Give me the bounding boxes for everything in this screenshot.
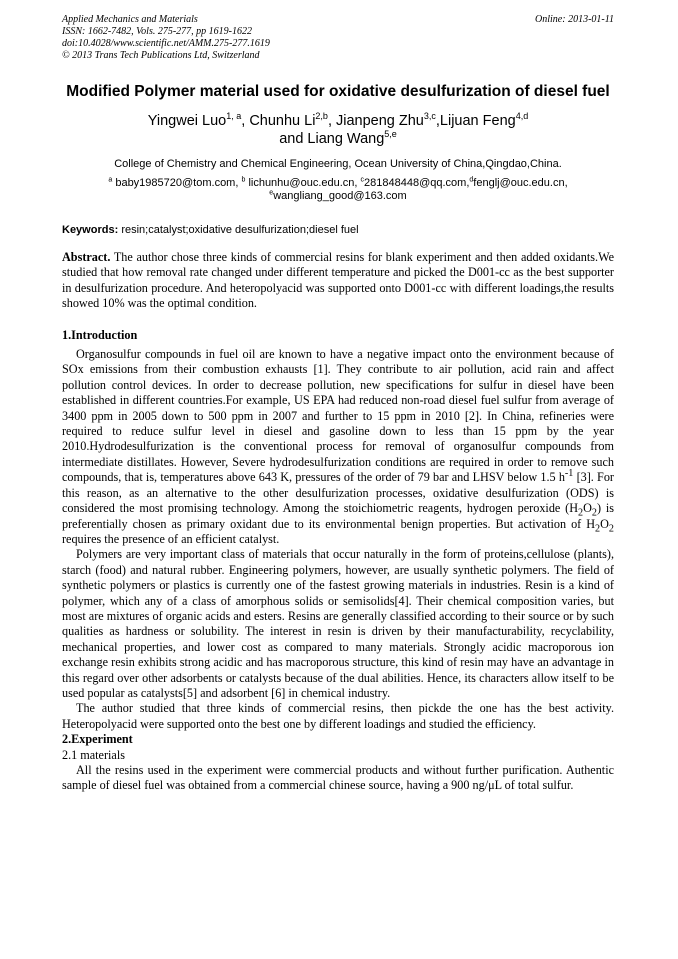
text-run: O: [600, 516, 609, 531]
abstract-text: The author chose three kinds of commercial resins for blank experiment and then added oxidants.We studied that how removal rate changed under different temperature and picked the D001-cc as the best supporter in desulfurization procedure. And heteropolyacid was supported onto D001-cc with different loadings,the results showed 10% was the optimal condition.: [62, 250, 614, 311]
author-sup: 5,e: [384, 129, 397, 140]
intro-paragraph-1: [62, 347, 614, 547]
subscript: 2: [608, 522, 614, 534]
email-address[interactable]: lichunhu@ouc.edu.cn,: [248, 177, 358, 189]
subscript: 2: [578, 507, 584, 519]
keywords-label: Keywords:: [62, 224, 119, 236]
intro-paragraph-3: The author studied that three kinds of commercial resins, then pickde the one has the best activity. Heteropolyacid were supported onto the best one by different loadings and studied the efficiency.: [62, 701, 614, 731]
abstract: [62, 250, 614, 312]
author-sup: 3,c: [423, 111, 436, 122]
author-name: Chunhu Li: [249, 113, 316, 129]
issn-line: ISSN: 1662-7482, Vols. 275-277, pp 1619-1622: [62, 26, 252, 37]
superscript: -1: [564, 468, 574, 480]
keywords: [62, 223, 614, 237]
email-list: [62, 177, 614, 203]
author-sup: 1, a: [226, 111, 242, 122]
copyright-line: © 2013 Trans Tech Publications Ltd, Switzerland: [62, 50, 260, 61]
email-address[interactable]: fenglj@ouc.edu.cn,: [473, 177, 568, 189]
author-sup: 4,d: [515, 111, 529, 122]
text-run: O: [583, 501, 592, 516]
intro-paragraph-2: Polymers are very important class of materials that occur naturally in the form of proteins,cellulose (plants), starch (food) and natural rubber. Engineering polymers, however, are usually synthetic polymers. The field of synthetic polymers or plastics is currently one of the fastest growing materials in industries. Resin is a kind of polymer, which any of a class of amorphous solids or semisolids[4]. Their chemical composition varies, but most are mixtures of organic acids and esters. Resins are generally classified according to their source or by such qualities as hardness or solubility. The interest in resin is driven by their manufacturability, recyclability, mechanical properties, and lower cost as compared to many materials. Strongly acidic macroporous ion exchange resin exhibits strong acidic and has macroporous structure, this kind of resin may have an advantage in this regard over other adsorbents or catalysts because of the dual abilities. Hence, its characters allow itself to be used popular as catalysts[5] and adsorbent [6] in chemical industry.: [62, 547, 614, 700]
online-date: Online: 2013-01-11: [535, 14, 614, 25]
paper-title: Modified Polymer material used for oxidative desulfurization of diesel fuel: [66, 83, 610, 100]
author-name: Lijuan Feng: [439, 113, 516, 129]
author-name: Jianpeng Zhu: [336, 113, 424, 129]
experiment-paragraph-1: All the resins used in the experiment were commercial products and without further purification. Authentic sample of diesel fuel was obtained from a commercial chinese source, having a 900 ng/μL of total sulfur.: [62, 763, 614, 793]
author-name: Yingwei Luo: [147, 113, 227, 129]
text-run: [3]. For this reason, as an alternative to the other desulfurization processes, oxidative desulfurization (ODS) is considered the most promising technology. Among the stoichiometric reagents, hydrogen peroxide (H: [62, 470, 614, 516]
abstract-label: Abstract.: [62, 250, 111, 264]
email-sup: d: [469, 176, 474, 184]
subscript: 2: [591, 507, 597, 519]
text-run: Organosulfur compounds in fuel oil are known to have a negative impact onto the environment because of SOx emissions from their combustion exhausts [1]. They contribute to air pollution, acid rain and affect pollution control devices. In order to decrease pollution, new specifications for sulfur in diesel have been established in different countries.For example, US EPA had reduced non-road diesel fuel sulfur from average of 3400 ppm in 2005 down to 500 ppm in 2007 and further to 15 ppm in 2010 [2]. In China, refineries were required to reduce sulfur level in diesel and gasoline down to less than 15 ppm by the year 2010.Hydrodesulfurization is the conventional process for removal of organosulfur compounds from intermediate distillates. However, Severe hydrodesulfurization conditions are required in order to remove such compounds, that is, temperatures above 643 K, pressures of the order of 79 bar and LHSV below 1.5 h: [62, 347, 614, 485]
section-heading-experiment: 2.Experiment: [62, 732, 133, 747]
email-sup: a: [108, 176, 113, 184]
email-sup: c: [360, 176, 365, 184]
affiliation: College of Chemistry and Chemical Engineering, Ocean University of China,Qingdao,China.: [114, 158, 562, 170]
email-address[interactable]: 281848448@qq.com,: [364, 177, 470, 189]
email-address[interactable]: baby1985720@tom.com,: [115, 177, 239, 189]
journal-header: [62, 14, 614, 62]
text-run: ) is preferentially chosen as primary oxidant due to its environmental benign properties. But activation of H: [62, 501, 614, 531]
subsection-heading-materials: 2.1 materials: [62, 747, 125, 762]
text-run: requires the presence of an efficient catalyst.: [62, 531, 280, 546]
doi-line: doi:10.4028/www.scientific.net/AMM.275-277.1619: [62, 38, 270, 49]
author-list: Yingwei Luo$^{1, a}$, Chunhu Li$^{2,b}$, Jianpeng Zhu$^{3,c}$,Lijuan Feng$^{4,d}$ and Liang Wang$^{5,e}$: [147, 111, 529, 147]
section-heading-introduction: 1.Introduction: [62, 327, 138, 342]
author-sup: 2,b: [315, 111, 328, 122]
journal-name: Applied Mechanics and Materials: [62, 14, 198, 25]
subscript: 2: [595, 522, 601, 534]
email-address[interactable]: wangliang_good@163.com: [273, 190, 407, 202]
author-name: Liang Wang: [307, 131, 385, 147]
paper-page: [62, 14, 614, 794]
email-sup: e: [269, 189, 274, 197]
keywords-text: resin;catalyst;oxidative desulfurization;diesel fuel: [121, 224, 359, 236]
email-sup: b: [241, 176, 246, 184]
